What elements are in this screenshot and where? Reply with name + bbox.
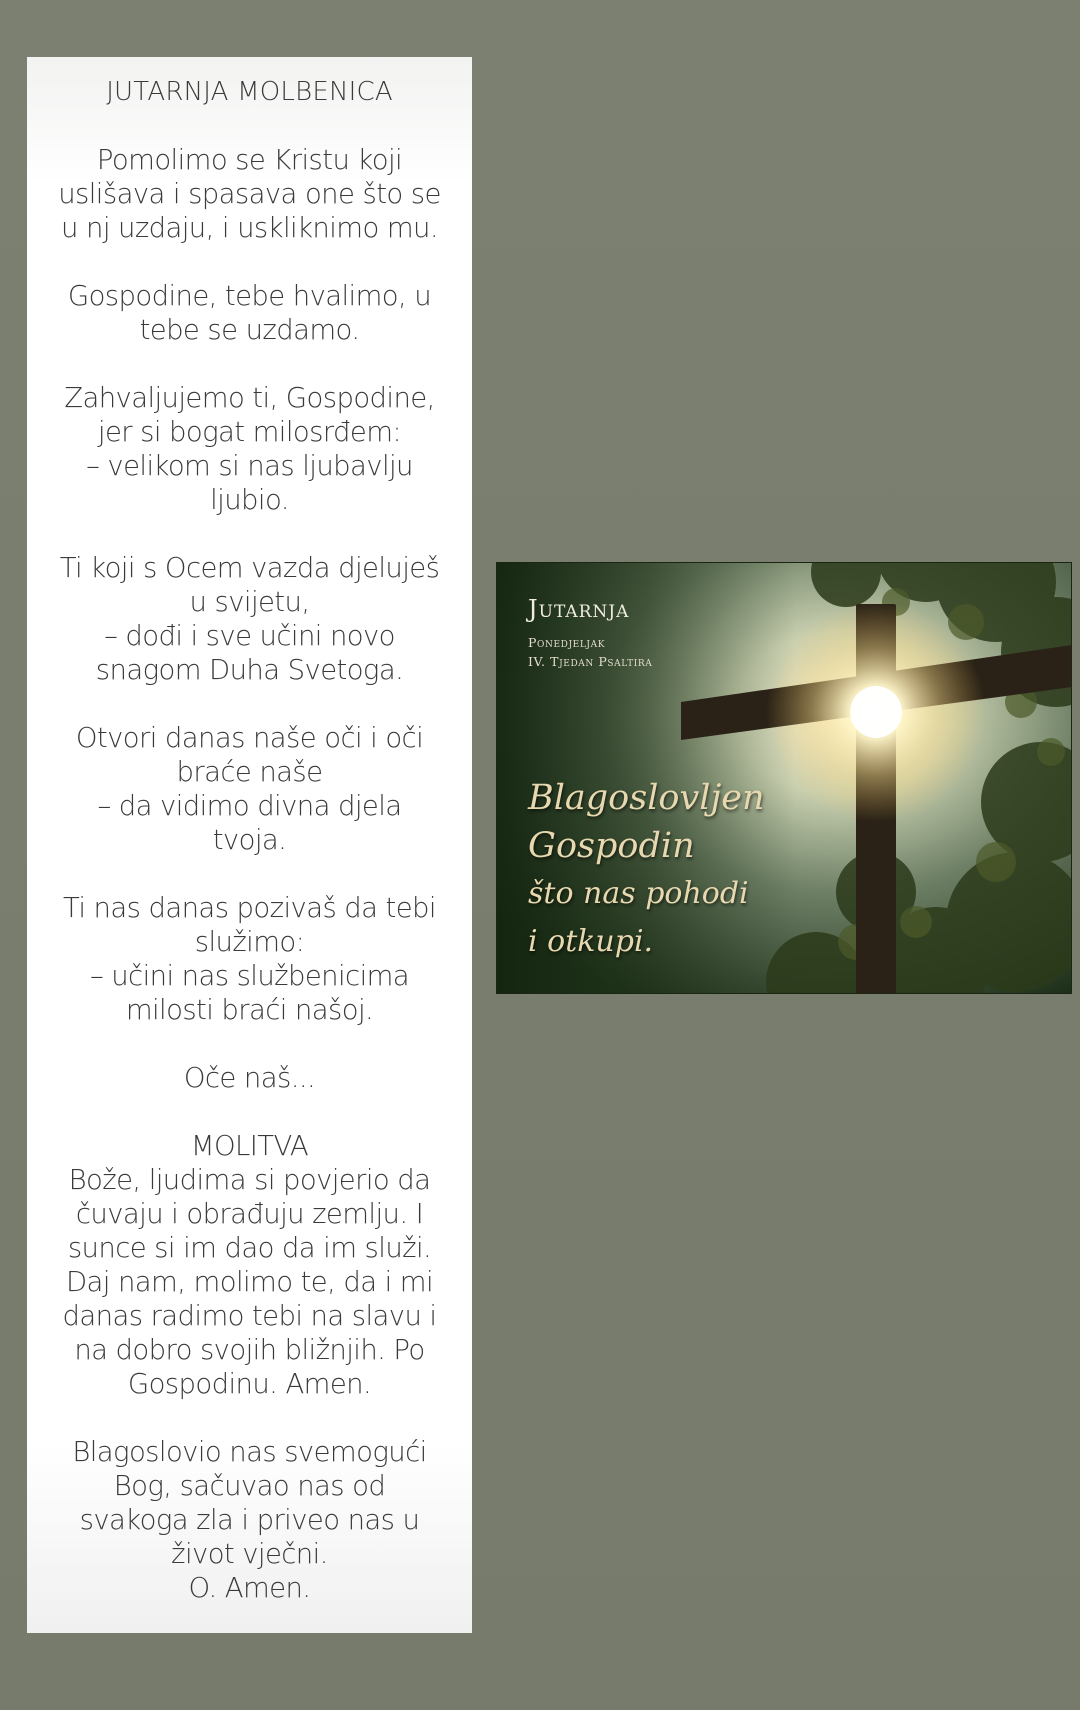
prayer-line: ljubio.: [210, 484, 289, 516]
prayer-line: – učini nas službenicima: [89, 960, 410, 992]
prayer-line: sunce si im dao da im služi.: [67, 1232, 432, 1264]
image-subtitle-week: IV. Tjedan Psaltira: [528, 654, 653, 669]
prayer-line: život vječni.: [171, 1538, 328, 1570]
prayer-line: u svijetu,: [189, 586, 310, 618]
prayer-line: Otvori danas naše oči i oči: [75, 722, 424, 754]
image-subtitle-day: Ponedjeljak: [528, 635, 606, 650]
prayer-paragraph: [43, 891, 456, 1027]
prayer-line: na dobro svojih bližnjih. Po: [74, 1334, 425, 1366]
prayer-line: Bog, sačuvao nas od: [113, 1470, 386, 1502]
prayer-line: Oče naš...: [183, 1062, 316, 1094]
prayer-line: Blagoslovio nas svemogući: [72, 1436, 427, 1468]
prayer-line: milosti braći našoj.: [125, 994, 374, 1026]
prayer-line: Pomolimo se Kristu koji: [96, 144, 403, 176]
prayer-line: – velikom si nas ljubavlju: [86, 450, 413, 482]
prayer-line: Zahvaljujemo ti, Gospodine,: [64, 382, 435, 414]
image-quote-line: i otkupi.: [528, 924, 654, 959]
prayer-line: uslišava i spasava one što se: [58, 178, 441, 210]
prayer-line: snagom Duha Svetoga.: [95, 654, 404, 686]
prayer-line: u nj uzdaju, i uskliknimo mu.: [61, 212, 438, 244]
image-title: Jutarnja: [528, 595, 630, 623]
prayer-line: danas radimo tebi na slavu i: [62, 1300, 437, 1332]
prayer-paragraph: [43, 1061, 456, 1095]
image-quote-line: što nas pohodi: [528, 876, 749, 911]
prayer-paragraph: [43, 551, 456, 687]
prayer-image: [496, 562, 1072, 994]
prayer-line: Gospodinu. Amen.: [127, 1368, 372, 1400]
prayer-line: Ti koji s Ocem vazda djeluješ: [59, 552, 440, 584]
prayer-paragraph: [43, 381, 456, 517]
prayer-line: služimo:: [194, 926, 305, 958]
prayer-paragraph: [43, 721, 456, 857]
prayer-body: [43, 143, 456, 1605]
prayer-line: tebe se uzdamo.: [139, 314, 360, 346]
prayer-paragraph: [43, 143, 456, 245]
prayer-line: Ti nas danas pozivaš da tebi: [63, 892, 436, 924]
prayer-paragraph: [43, 1435, 456, 1605]
prayer-line: tvoja.: [212, 824, 287, 856]
prayer-line: O. Amen.: [188, 1572, 311, 1604]
prayer-line: Daj nam, molimo te, da i mi: [65, 1266, 434, 1298]
prayer-line: čuvaju i obrađuju zemlju. I: [75, 1198, 424, 1230]
prayer-title: JUTARNJA MOLBENICA: [106, 77, 393, 107]
prayer-line: MOLITVA: [190, 1130, 309, 1162]
prayer-paragraph: [43, 1129, 456, 1401]
prayer-text-card: [27, 57, 472, 1633]
prayer-line: Gospodine, tebe hvalimo, u: [67, 280, 432, 312]
image-quote-line: Blagoslovljen: [528, 778, 765, 818]
prayer-line: jer si bogat milosrđem:: [97, 416, 402, 448]
prayer-line: – da vidimo divna djela: [97, 790, 402, 822]
image-quote-line: Gospodin: [528, 826, 695, 866]
prayer-line: Bože, ljudima si povjerio da: [68, 1164, 431, 1196]
prayer-line: braće naše: [176, 756, 323, 788]
prayer-paragraph: [43, 279, 456, 347]
prayer-line: – dođi i sve učini novo: [104, 620, 395, 652]
prayer-line: svakoga zla i priveo nas u: [79, 1504, 420, 1536]
image-quote: [528, 774, 765, 966]
